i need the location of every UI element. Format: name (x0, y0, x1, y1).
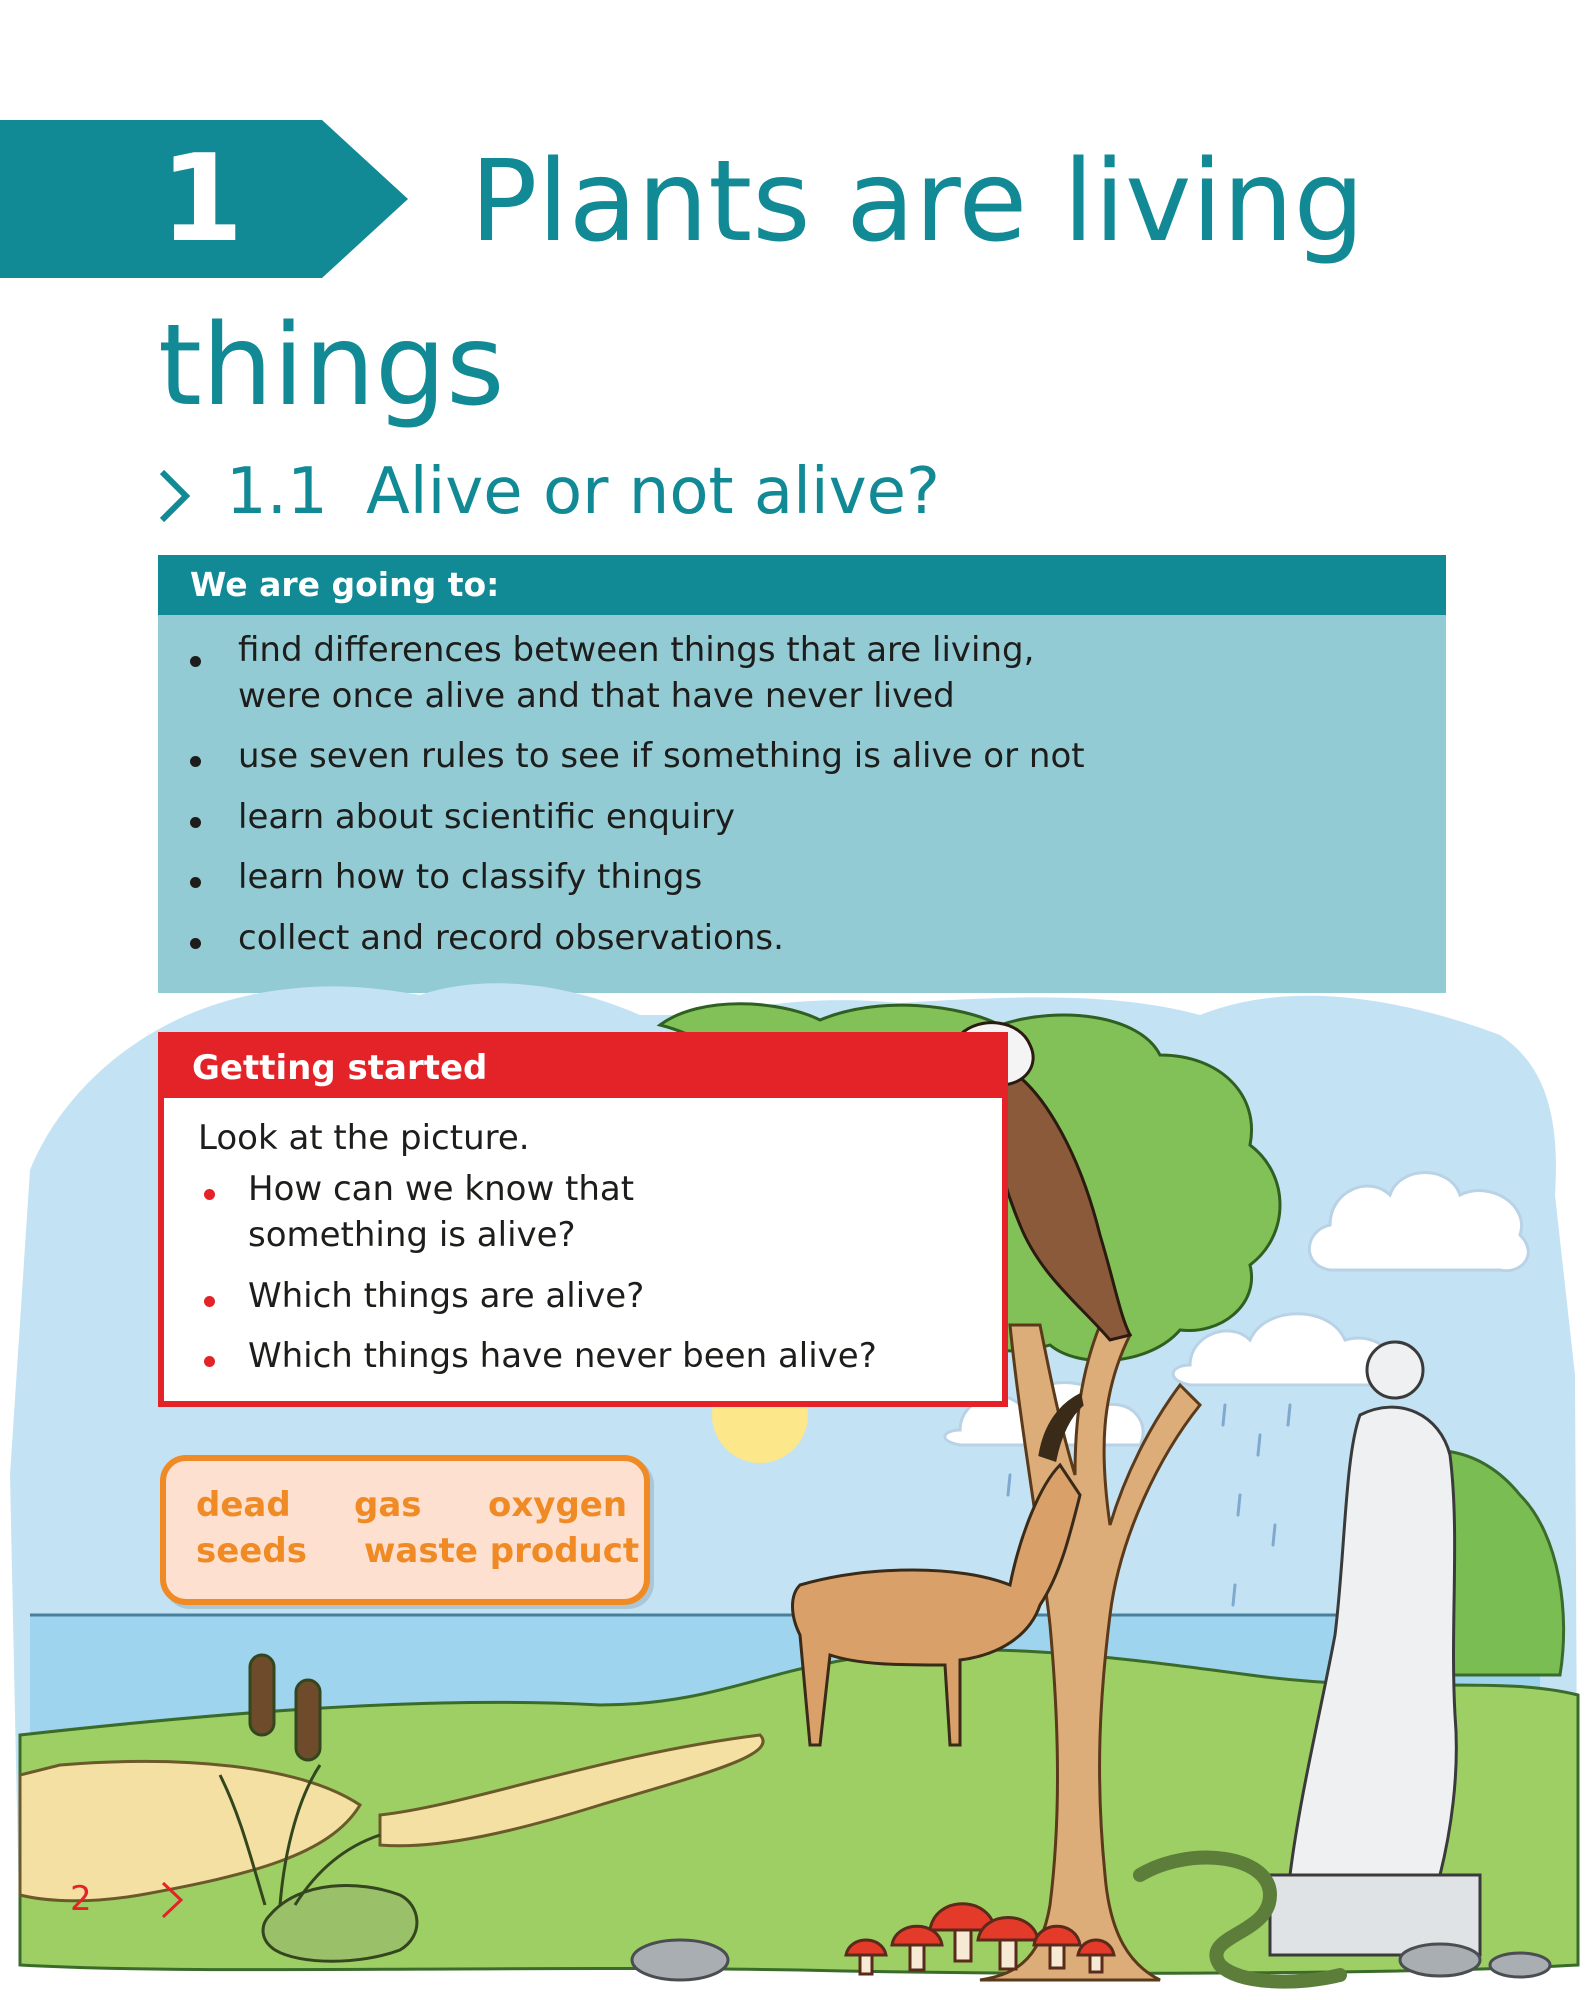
getting-started-header (164, 1038, 1002, 1098)
goal-item-4: learn how to classify things (238, 857, 703, 897)
question-1-line2: something is alive? (248, 1215, 576, 1255)
bullet-icon (190, 817, 201, 828)
bullet-icon (204, 1356, 215, 1367)
key-word: seeds (196, 1531, 307, 1571)
goal-item-3: learn about scientific enquiry (238, 797, 736, 837)
goal-item-5: collect and record observations. (238, 918, 784, 958)
bullet-icon (190, 756, 201, 767)
learning-goals-heading: We are going to: (190, 565, 500, 604)
chapter-number: 1 (160, 130, 244, 269)
key-word: gas (354, 1485, 422, 1525)
goal-item-2: use seven rules to see if something is alive or not (238, 736, 1085, 776)
bullet-icon (190, 656, 201, 667)
key-word: dead (196, 1485, 291, 1525)
chevron-right-icon (160, 1880, 184, 1920)
bullet-icon (204, 1296, 215, 1307)
goal-item-1-line2: were once alive and that have never lived (238, 676, 955, 716)
learning-goals-box (158, 555, 1446, 993)
chapter-title-line1: Plants are living (470, 137, 1365, 267)
goal-item-1-line1: find differences between things that are living, (238, 630, 1035, 670)
key-words-box (160, 1455, 650, 1605)
getting-started-intro: Look at the picture. (198, 1118, 530, 1158)
getting-started-box (158, 1032, 1008, 1407)
chapter-title-line2: things (158, 301, 505, 431)
question-2: Which things are alive? (248, 1276, 645, 1316)
key-word: oxygen (488, 1485, 628, 1525)
bullet-icon (204, 1189, 215, 1200)
section-title: Alive or not alive? (366, 455, 940, 529)
section-number: 1.1 (226, 455, 328, 529)
getting-started-heading: Getting started (192, 1048, 488, 1088)
key-word: waste product (364, 1531, 640, 1571)
question-3: Which things have never been alive? (248, 1336, 877, 1376)
bullet-icon (190, 938, 201, 949)
learning-goals-header (158, 555, 1446, 615)
question-1-line1: How can we know that (248, 1169, 635, 1209)
page-number: 2 (70, 1879, 92, 1919)
chevron-right-icon (156, 468, 192, 524)
bullet-icon (190, 877, 201, 888)
